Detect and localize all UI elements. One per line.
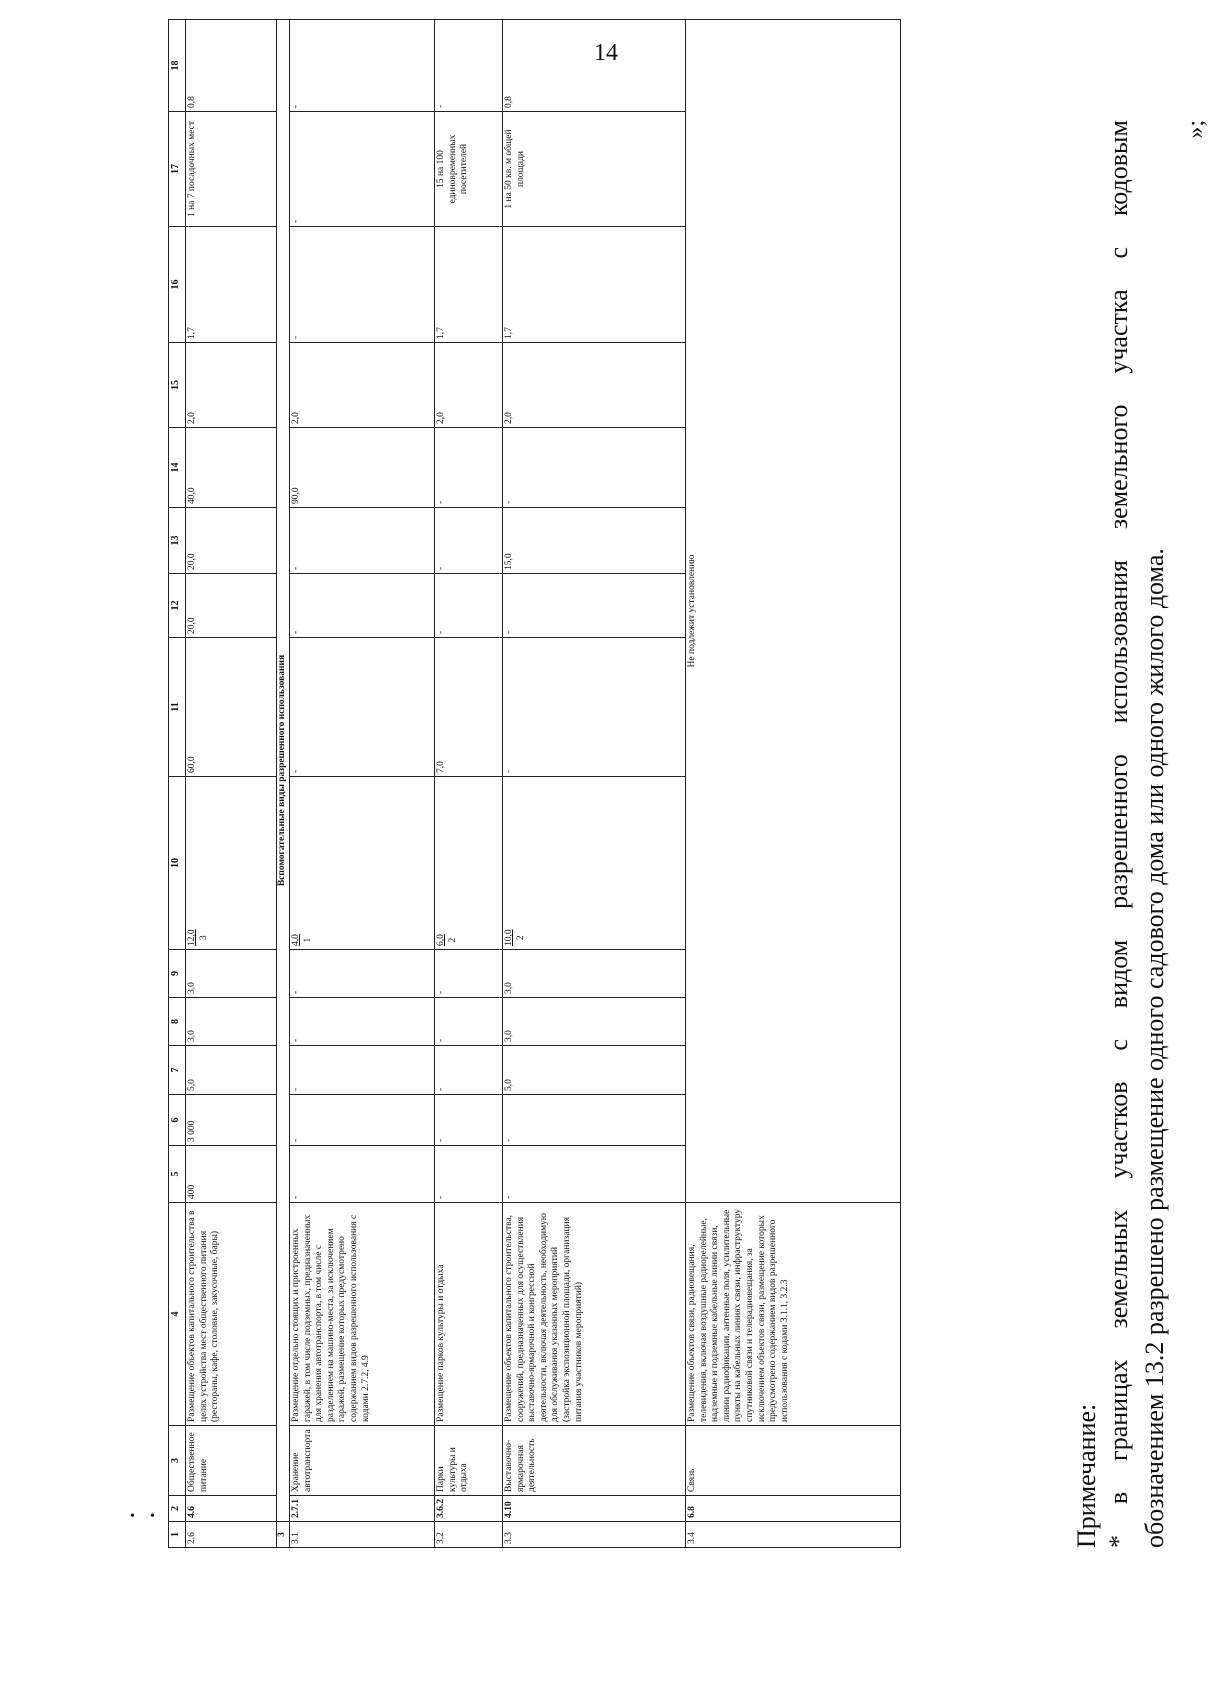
note-word: земельного [1104,404,1133,530]
column-number: 14 [169,428,186,508]
table-cell: 1 на 7 посадочных мест [186,112,277,227]
fraction-cell [503,777,686,950]
use-description: Размещение объектов капитального строительства, сооружений, предназначенных для осуществления выставочно-ярмарочной и конгрессной деятельности, включая деятельность, необходимую для обслуживания указанных мероприятий (застройка экспозиционной площади, организация питания участников мероприятий) [503,1203,686,1426]
use-name: Общественное питание [186,1426,277,1496]
row-number: 3 [277,1522,290,1548]
rotated-content [168,60,1209,1548]
table-cell: 3,0 [503,950,686,998]
column-number: 4 [169,1203,186,1426]
row-number: 3.4 [686,1522,901,1548]
use-name: Связь [686,1426,901,1496]
table-cell: - [435,508,503,574]
note-word: участка [1104,289,1133,374]
table-cell: - [290,508,435,574]
table-cell: - [435,1146,503,1203]
table-cell: 400 [186,1146,277,1203]
table-cell: - [503,638,686,777]
use-description: Размещение объектов связи, радиовещания, телевидения, включая воздушные радиорелейные, надземные и подземные кабельные линии связи, линии радиофикации, антенные поля, усилительные пункты на кабельных линиях связи, инфраструктуру спутниковой связи и телерадиовещания, за исключением объектов связи, размещение которых предусмотрено содержанием видов разрешенного использования с кодами 3.1.1, 3.2.3 [686,1203,901,1426]
table-cell: - [435,574,503,638]
use-code: 4.10 [503,1496,686,1522]
table-cell: 60,0 [186,638,277,777]
row-number: 3.3 [503,1522,686,1548]
column-number: 17 [169,112,186,227]
table-row [686,20,901,1548]
table-cell: 5,0 [503,1046,686,1095]
note-word: видом [1104,939,1133,1009]
table-cell: 2,0 [435,343,503,428]
column-number: 16 [169,227,186,343]
row-number: 3.2 [435,1522,503,1548]
column-number: 5 [169,1146,186,1203]
table-cell: - [435,1046,503,1095]
table-row [435,20,503,1548]
column-number: 8 [169,998,186,1046]
table-cell: - [435,1095,503,1146]
table-cell: - [435,950,503,998]
column-number: 6 [169,1095,186,1146]
table-cell: - [290,20,435,112]
table-cell: 7,0 [435,638,503,777]
binder-mark: • [150,1509,155,1524]
table-cell: - [435,20,503,112]
table-cell: 15,0 [503,508,686,574]
table-cell: 2,0 [186,343,277,428]
column-number: 7 [169,1046,186,1095]
section-row [277,20,290,1548]
column-number: 11 [169,638,186,777]
column-number: 1 [169,1522,186,1548]
table-cell: - [290,574,435,638]
note-heading: Примечание: [1072,1403,1101,1548]
column-number: 13 [169,508,186,574]
column-number: 12 [169,574,186,638]
fraction-cell [435,777,503,950]
table-cell: - [290,112,435,227]
table-cell: - [290,1095,435,1146]
fraction-cell [186,777,277,950]
table-cell: 3,0 [186,998,277,1046]
table-cell: - [290,1046,435,1095]
fraction-numerator: 4,0 [291,934,301,946]
note-word: в [1104,1491,1133,1505]
table-row [186,20,277,1548]
note-word: использования [1104,560,1133,724]
fraction-denominator: 1 [302,937,313,943]
fraction-denominator: 2 [447,937,458,943]
note-word: кодовым [1104,120,1133,217]
fraction-cell [290,777,435,950]
column-number: 2 [169,1496,186,1522]
table-cell: - [290,998,435,1046]
use-name: Парки культуры и отдыха [435,1426,503,1496]
table-cell: 3,0 [186,950,277,998]
use-description: Размещение отдельно стоящих и пристроенных гаражей, в том числе подземных, предназначенных для хранения автотранспорта, в том числе с разделением на машино-места, за исключением гаражей, размещение которых предусмотрено содержанием видов разрешенного использования с кодами 2.7.2, 4.9 [290,1203,435,1426]
table-row [503,20,686,1548]
column-number: 3 [169,1426,186,1496]
use-name: Выставочно-ярмарочная деятельность [503,1426,686,1496]
note-line-2: обозначением 13.2 разрешено размещение одного садового дома или одного жилого дома. [1140,548,1169,1548]
table-cell: 90,0 [290,428,435,508]
table-cell: - [290,1146,435,1203]
fraction-numerator: 10,0 [504,929,514,946]
note-word: земельных [1104,1209,1133,1329]
table-cell: 2,0 [290,343,435,428]
table-row [290,20,435,1548]
use-code: 4.6 [186,1496,277,1522]
fraction-numerator: 12,0 [187,929,197,946]
closing-quote: »; [1183,120,1209,139]
table-cell: - [435,998,503,1046]
section-title: Вспомогательные виды разрешенного использования [277,20,290,1522]
table-cell: 2,0 [503,343,686,428]
use-description: Размещение объектов капитального строительства в целях устройства мест общественного питания (рестораны, кафе, столовые, закусочные, бары) [186,1203,277,1426]
note-word: с [1104,246,1133,259]
use-code: 2.7.1 [290,1496,435,1522]
table-cell: 0,8 [186,20,277,112]
table-cell: 20,0 [186,508,277,574]
binder-mark: • [130,1509,135,1524]
column-number: 18 [169,20,186,112]
table-cell: 1,7 [503,227,686,343]
table-cell: - [503,428,686,508]
note-word: границах [1104,1359,1133,1461]
row-number: 2.6 [186,1522,277,1548]
table-cell: 0,8 [503,20,686,112]
not-applicable-cell: Не подлежит установлению [686,20,901,1203]
note-word: разрешенного [1104,754,1133,909]
column-number: 10 [169,777,186,950]
table-cell: - [290,950,435,998]
table-cell: 20,0 [186,574,277,638]
use-code: 6.8 [686,1496,901,1522]
table-cell: - [503,574,686,638]
table-cell: 3 000 [186,1095,277,1146]
use-description: Размещение парков культуры и отдыха [435,1203,503,1426]
table-cell: - [435,428,503,508]
table-header-row [169,20,186,1548]
column-number: 9 [169,950,186,998]
table-cell: - [503,1146,686,1203]
column-number: 15 [169,343,186,428]
table-cell: 5,0 [186,1046,277,1095]
note-word: с [1104,1039,1133,1051]
note-word: участков [1104,1081,1133,1179]
fraction-numerator: 6,0 [436,934,446,946]
table-cell: 1,7 [435,227,503,343]
note-line-1 [1104,120,1134,1548]
table-cell: - [503,1095,686,1146]
table-cell: - [290,638,435,777]
fraction-denominator: 3 [198,935,209,941]
table-cell: 15 на 100 единовременных посетителей [435,112,503,227]
table-cell: 1 на 50 кв. м общей площади [503,112,686,227]
table-cell: 1,7 [186,227,277,343]
table-cell: 40,0 [186,428,277,508]
fraction-denominator: 2 [515,935,526,941]
table-cell: 3,0 [503,998,686,1046]
row-number: 3.1 [290,1522,435,1548]
use-name: Хранение автотранспорта [290,1426,435,1496]
note-word: * [1104,1535,1133,1548]
page-number: 14 [594,40,618,66]
table-cell: - [290,227,435,343]
use-code: 3.6.2 [435,1496,503,1522]
land-use-table [168,19,901,1548]
